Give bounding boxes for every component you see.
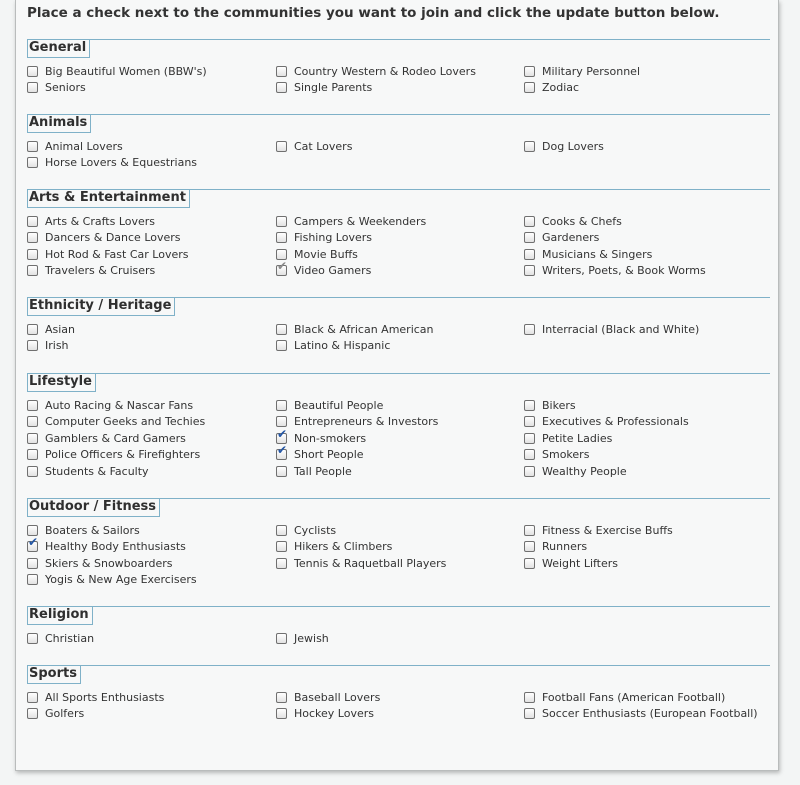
community-option-entrepreneurs-and-investors[interactable] (276, 414, 438, 430)
checkbox[interactable] (27, 574, 38, 585)
checkbox[interactable] (27, 433, 38, 444)
option-label: Cat Lovers (294, 139, 353, 153)
community-option-short-people[interactable] (276, 443, 364, 463)
option-label: Smokers (542, 448, 590, 461)
section-divider (27, 373, 770, 374)
community-option-asian[interactable] (27, 321, 75, 337)
community-option-tennis-and-raquetball-players[interactable] (276, 555, 446, 571)
checkbox[interactable] (524, 216, 535, 227)
option-label: Black & African American (294, 322, 434, 336)
checkbox[interactable] (27, 416, 38, 427)
option-label: Weight Lifters (542, 556, 619, 570)
option-label: Single Parents (294, 81, 373, 94)
community-option-hot-rod-and-fast-car-lovers[interactable] (27, 246, 188, 262)
community-option-cat-lovers[interactable] (276, 138, 352, 154)
option-label: Gardeners (542, 231, 600, 244)
option-label: Arts & Crafts Lovers (45, 214, 156, 228)
checkbox[interactable] (27, 82, 38, 93)
community-option-non-smokers[interactable] (276, 426, 367, 446)
option-label: Fitness & Exercise Buffs (542, 523, 673, 537)
section-divider (27, 606, 770, 607)
checkbox[interactable] (524, 82, 535, 93)
community-option-zodiac[interactable] (524, 80, 579, 96)
community-option-big-beautiful-women-bbw-s[interactable] (27, 63, 207, 79)
community-option-animal-lovers[interactable] (27, 138, 123, 154)
community-option-petite-ladies[interactable] (524, 430, 612, 446)
option-label: Big Beautiful Women (BBW's) (45, 64, 207, 78)
community-option-dog-lovers[interactable] (524, 138, 604, 154)
option-label: Auto Racing & Nascar Fans (45, 398, 194, 412)
community-option-skiers-and-snowboarders[interactable] (27, 555, 172, 571)
community-option-black-and-african-american[interactable] (276, 321, 434, 337)
community-option-executives-and-professionals[interactable] (524, 414, 689, 430)
option-label: Writers, Poets, & Book Worms (542, 264, 706, 277)
option-label: Petite Ladies (542, 431, 613, 445)
option-label: Horse Lovers & Equestrians (45, 156, 198, 169)
checkbox[interactable] (27, 400, 38, 411)
option-label: Country Western & Rodeo Lovers (294, 64, 476, 78)
option-label: Tall People (294, 464, 352, 478)
checkbox[interactable] (276, 249, 287, 260)
option-label: Healthy Body Enthusiasts (45, 540, 186, 553)
option-label: Bikers (542, 398, 576, 412)
checkbox[interactable] (276, 708, 287, 719)
checkbox[interactable] (276, 259, 288, 276)
checkbox[interactable] (276, 216, 287, 227)
option-label: Video Gamers (294, 264, 372, 277)
checkbox[interactable] (27, 449, 38, 460)
checkbox[interactable] (276, 426, 288, 444)
option-label: Students & Faculty (45, 464, 149, 478)
checkbox[interactable] (276, 82, 287, 93)
checkbox[interactable] (524, 66, 535, 77)
community-option-bikers[interactable] (524, 397, 576, 413)
community-option-movie-buffs[interactable] (276, 246, 358, 262)
checkbox[interactable] (27, 535, 39, 552)
option-label: Short People (294, 448, 364, 461)
checkbox[interactable] (27, 157, 38, 168)
option-label: Hot Rod & Fast Car Lovers (45, 247, 189, 261)
community-option-runners[interactable] (524, 539, 587, 555)
checkbox[interactable] (276, 340, 287, 351)
checkmark-icon: ✔ (277, 426, 288, 441)
checkbox[interactable] (524, 400, 535, 411)
community-option-golfers[interactable] (27, 706, 84, 722)
option-label: Beautiful People (294, 398, 384, 412)
checkbox[interactable] (524, 708, 535, 719)
community-option-dancers-and-dance-lovers[interactable] (27, 230, 181, 246)
checkmark-icon: ✔ (277, 443, 288, 457)
option-label: Wealthy People (542, 464, 627, 478)
community-option-country-western-and-rodeo-lovers[interactable] (276, 63, 476, 79)
checkbox[interactable] (276, 692, 287, 703)
section-title: Arts & Entertainment (27, 190, 190, 208)
community-option-wealthy-people[interactable] (524, 463, 627, 479)
checkbox[interactable] (524, 265, 535, 276)
community-option-gamblers-and-card-gamers[interactable] (27, 430, 186, 446)
community-option-military-personnel[interactable] (524, 63, 640, 79)
community-option-fishing-lovers[interactable] (276, 230, 372, 246)
checkbox[interactable] (524, 232, 535, 243)
community-option-football-fans-american-football[interactable] (524, 689, 725, 705)
checkbox[interactable] (276, 541, 287, 552)
community-option-gardeners[interactable] (524, 230, 599, 246)
checkbox[interactable] (276, 232, 287, 243)
checkbox[interactable] (524, 449, 535, 460)
option-label: Runners (542, 540, 588, 553)
community-option-all-sports-enthusiasts[interactable] (27, 689, 164, 705)
option-label: Tennis & Raquetball Players (294, 556, 447, 570)
community-option-writers-poets-and-book-worms[interactable] (524, 263, 706, 279)
communities-panel (15, 0, 779, 771)
community-option-interracial-black-and-white[interactable] (524, 321, 699, 337)
community-option-single-parents[interactable] (276, 80, 372, 96)
community-option-computer-geeks-and-techies[interactable] (27, 414, 205, 430)
section-title: Sports (27, 666, 81, 684)
checkbox[interactable] (276, 633, 287, 644)
checkbox[interactable] (27, 216, 38, 227)
section-title: Lifestyle (27, 374, 96, 392)
checkbox[interactable] (27, 340, 38, 351)
option-label: Entrepreneurs & Investors (294, 415, 439, 428)
checkbox[interactable] (276, 324, 287, 335)
option-label: Gamblers & Card Gamers (45, 431, 186, 445)
checkbox[interactable] (524, 416, 535, 427)
checkbox[interactable] (27, 265, 38, 276)
option-label: Jewish (294, 631, 329, 645)
community-option-soccer-enthusiasts-european-football[interactable] (524, 706, 758, 722)
section-title: Animals (27, 115, 91, 133)
checkbox[interactable] (276, 558, 287, 569)
section-title: General (27, 40, 90, 58)
option-label: Skiers & Snowboarders (45, 556, 173, 570)
option-label: Musicians & Singers (542, 247, 653, 261)
community-option-healthy-body-enthusiasts[interactable] (27, 535, 186, 555)
option-label: Computer Geeks and Techies (45, 415, 206, 428)
checkbox[interactable] (27, 66, 38, 77)
section-divider (27, 665, 770, 666)
checkbox[interactable] (524, 433, 535, 444)
checkbox[interactable] (524, 466, 535, 477)
option-label: Movie Buffs (294, 247, 358, 261)
option-label: Dog Lovers (542, 139, 604, 153)
community-option-smokers[interactable] (524, 447, 589, 463)
community-option-video-gamers[interactable] (276, 259, 372, 279)
checkbox[interactable] (524, 249, 535, 260)
checkbox[interactable] (524, 141, 535, 152)
community-option-weight-lifters[interactable] (524, 555, 618, 571)
option-label: Military Personnel (542, 64, 641, 78)
option-label: Yogis & New Age Exercisers (45, 573, 197, 586)
checkbox[interactable] (276, 443, 288, 460)
community-option-beautiful-people[interactable] (276, 397, 383, 413)
community-option-tall-people[interactable] (276, 463, 352, 479)
option-label: Travelers & Cruisers (45, 264, 156, 277)
checkbox[interactable] (524, 558, 535, 569)
option-label: Fishing Lovers (294, 231, 372, 244)
community-option-musicians-and-singers[interactable] (524, 246, 652, 262)
section-title: Ethnicity / Heritage (27, 298, 175, 316)
checkbox[interactable] (27, 232, 38, 243)
community-option-christian[interactable] (27, 630, 94, 646)
community-option-hockey-lovers[interactable] (276, 706, 374, 722)
option-label: Executives & Professionals (542, 415, 689, 428)
checkbox[interactable] (276, 400, 287, 411)
checkbox[interactable] (276, 141, 287, 152)
option-label: Asian (45, 322, 76, 336)
option-label: Christian (45, 631, 95, 645)
community-option-police-officers-and-firefighters[interactable] (27, 447, 200, 463)
checkbox[interactable] (524, 541, 535, 552)
checkbox[interactable] (27, 466, 38, 477)
option-label: Baseball Lovers (294, 690, 381, 704)
checkmark-icon: ✔ (277, 259, 288, 273)
community-option-seniors[interactable] (27, 80, 86, 96)
community-option-baseball-lovers[interactable] (276, 689, 380, 705)
community-option-travelers-and-cruisers[interactable] (27, 263, 155, 279)
community-option-arts-and-crafts-lovers[interactable] (27, 213, 155, 229)
community-option-horse-lovers-and-equestrians[interactable] (27, 155, 197, 171)
section-title: Religion (27, 607, 93, 625)
section-divider (27, 114, 770, 115)
community-option-campers-and-weekenders[interactable] (276, 213, 426, 229)
checkbox[interactable] (27, 249, 38, 260)
section-title: Outdoor / Fitness (27, 499, 160, 517)
community-option-cyclists[interactable] (276, 522, 336, 538)
checkbox[interactable] (276, 66, 287, 77)
option-label: Cooks & Chefs (542, 214, 622, 228)
checkbox[interactable] (27, 558, 38, 569)
checkbox[interactable] (27, 708, 38, 719)
option-label: All Sports Enthusiasts (45, 690, 165, 704)
option-label: Hockey Lovers (294, 707, 374, 720)
community-option-students-and-faculty[interactable] (27, 463, 149, 479)
community-option-boaters-and-sailors[interactable] (27, 522, 140, 538)
option-label: Interracial (Black and White) (542, 322, 700, 336)
checkbox[interactable] (27, 692, 38, 703)
community-option-irish[interactable] (27, 338, 69, 354)
checkbox[interactable] (27, 633, 38, 644)
checkbox[interactable] (524, 324, 535, 335)
option-label: Seniors (45, 81, 86, 94)
option-label: Zodiac (542, 81, 580, 94)
option-label: Boaters & Sailors (45, 523, 140, 537)
option-label: Golfers (45, 707, 85, 720)
option-label: Dancers & Dance Lovers (45, 231, 181, 244)
community-option-latino-and-hispanic[interactable] (276, 338, 390, 354)
community-option-yogis-and-new-age-exercisers[interactable] (27, 572, 197, 588)
option-label: Non-smokers (294, 431, 367, 445)
checkbox[interactable] (276, 525, 287, 536)
option-label: Cyclists (294, 523, 337, 537)
community-option-auto-racing-and-nascar-fans[interactable] (27, 397, 193, 413)
checkbox[interactable] (27, 141, 38, 152)
option-label: Animal Lovers (45, 139, 123, 153)
checkbox[interactable] (524, 525, 535, 536)
option-label: Campers & Weekenders (294, 214, 427, 228)
community-option-fitness-and-exercise-buffs[interactable] (524, 522, 673, 538)
checkbox[interactable] (524, 692, 535, 703)
community-option-cooks-and-chefs[interactable] (524, 213, 622, 229)
checkbox[interactable] (276, 466, 287, 477)
checkmark-icon: ✔ (28, 535, 39, 549)
option-label: Soccer Enthusiasts (European Football) (542, 707, 758, 720)
community-option-jewish[interactable] (276, 630, 329, 646)
option-label: Football Fans (American Football) (542, 690, 726, 704)
section-divider (27, 39, 770, 40)
option-label: Police Officers & Firefighters (45, 448, 201, 461)
option-label: Hikers & Climbers (294, 540, 393, 553)
instructions-text: Place a check next to the communities you want to join and click the update button below. (27, 5, 720, 21)
checkbox[interactable] (276, 416, 287, 427)
checkbox[interactable] (27, 525, 38, 536)
option-label: Irish (45, 339, 69, 352)
checkbox[interactable] (27, 324, 38, 335)
community-option-hikers-and-climbers[interactable] (276, 539, 392, 555)
option-label: Latino & Hispanic (294, 339, 391, 352)
